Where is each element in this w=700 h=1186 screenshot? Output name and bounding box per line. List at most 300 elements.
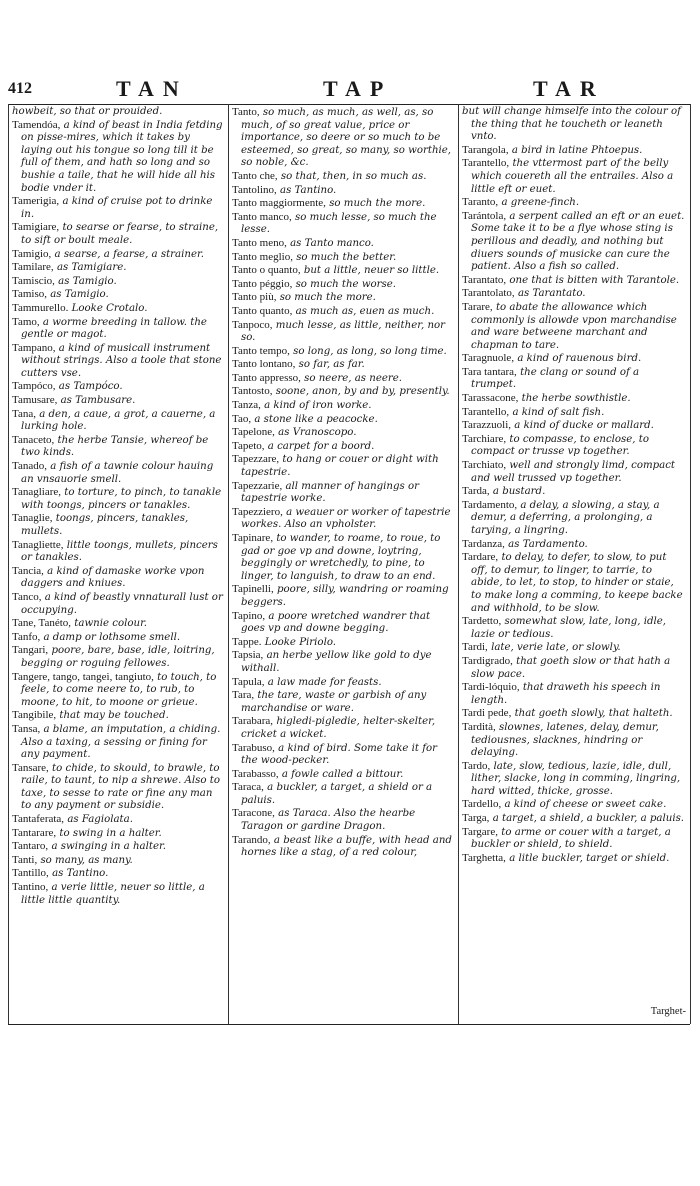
entry-headword: Tansare, (12, 761, 49, 774)
entry-definition: somewhat slow, late, long, idle, lazie or tedious. (471, 616, 667, 640)
entry-definition: that draweth his speech in length. (471, 682, 661, 706)
entry-headword: Tarántola, (462, 209, 507, 222)
dictionary-entry (12, 671, 224, 710)
dictionary-entry (12, 248, 224, 262)
entry-headword: Tanti, (12, 853, 38, 866)
entry-headword: Tantosto, (232, 385, 273, 398)
dictionary-entry (462, 274, 686, 288)
entry-definition: late, slow, tedious, lazie, idle, dull, lither, slacke, long in comming, lingring, hard witted, thicke, grosse. (471, 760, 681, 797)
entry-headword: Tarantato, (462, 273, 507, 286)
entry-headword: Tantino, (12, 881, 49, 894)
header-left-word: TAN (116, 76, 188, 101)
entry-definition: so much the more. (329, 198, 426, 210)
entry-headword: Tardanza, (462, 537, 505, 550)
entry-definition: slownes, latenes, delay, demur, tediousnes, slacknes, hindring or delaying. (471, 721, 659, 759)
entry-definition: a kind of iron worke. (264, 400, 372, 412)
entry-headword: Tardi, (462, 641, 488, 654)
dictionary-entry (12, 106, 224, 119)
entry-headword: Tanagliette, (12, 538, 64, 551)
dictionary-entry (12, 631, 224, 645)
dictionary-entry (462, 812, 686, 826)
dictionary-entry (462, 551, 686, 615)
entry-definition: a kind of cruise pot to drinke in. (21, 196, 213, 220)
dictionary-entry (462, 301, 686, 352)
entry-definition: to torture, to pinch, to tanakle with toongs, pincers or tanakles. (21, 487, 222, 511)
entry-headword: Tanco, (12, 590, 42, 603)
dictionary-entry (232, 291, 454, 305)
entry-definition: the clang or sound of a trumpet. (471, 366, 640, 391)
entry-headword: Tardo, (462, 759, 491, 772)
entry-definition: a worme breeding in tallow. the gentle or magot. (21, 316, 207, 341)
entry-headword: Tarazzuoli, (462, 419, 512, 432)
entry-definition: so much lesse, so much the lesse. (241, 211, 437, 236)
entry-headword: Tarabuso, (232, 741, 275, 754)
dictionary-entry (462, 392, 686, 406)
entry-headword: Tanto tempo, (232, 344, 290, 357)
entry-definition: to searse or fearse, to straine, to sift or boult meale. (21, 222, 219, 246)
entry-headword: Tardello, (462, 798, 502, 811)
entry-definition: well and strongly limd, compact and well trussed vp together. (471, 460, 676, 484)
entry-headword: Tappe. (232, 635, 262, 648)
entry-definition: to arme or couer with a target, a buckler or shield, to shield. (471, 826, 671, 851)
entry-definition: a kind of ducke or mallard. (514, 420, 654, 432)
entry-definition: as Fagiolata. (67, 814, 133, 826)
entry-headword: Tarantello, (462, 405, 510, 418)
entry-headword: Tapezzare, (232, 453, 280, 466)
dictionary-entry (232, 532, 454, 583)
dictionary-entry (12, 565, 224, 591)
entry-headword: Tapsia, (232, 649, 264, 662)
entry-definition: so much the more. (279, 292, 376, 304)
entry-headword: Tampano, (12, 341, 56, 354)
entry-definition: to swing in a halter. (59, 827, 162, 839)
dictionary-entry (462, 196, 686, 210)
dictionary-entry (12, 275, 224, 289)
dictionary-entry (12, 644, 224, 670)
entry-headword: Tantarare, (12, 826, 57, 839)
entry-headword: Tardi pede, (462, 707, 512, 720)
dictionary-entry (12, 827, 224, 841)
entry-definition: so much, as much, as well, as, so much, of so great value, price or importance, so deere or so much to be esteemed, so great, so many, so worthie, so noble, &c. (241, 107, 452, 169)
entry-headword: Taragnuole, (462, 352, 515, 365)
dictionary-entry (12, 302, 224, 316)
entry-definition: to chide, to skould, to brawle, to raile, to taunt, to nip a shrewe. Also to taxe, to sesse to rate or fine any man to any payment or subsidie. (21, 762, 221, 812)
entry-headword: Tamilare, (12, 261, 54, 274)
entry-definition: as Tampóco. (58, 381, 123, 393)
entry-headword: Tarabasso, (232, 767, 279, 780)
entry-headword: Tamusare, (12, 394, 58, 407)
dictionary-entry (232, 715, 454, 741)
entry-definition: so far, as far. (298, 359, 365, 371)
dictionary-entry (12, 434, 224, 460)
entry-definition: Looke Crotalo. (71, 302, 148, 314)
entry-headword: Tanpoco, (232, 318, 273, 331)
entry-definition: a kind of cheese or sweet cake. (504, 799, 667, 811)
entry-definition: to abate the allowance which commonly is allowde vpon marchandise and ware betweene marchant and chapman to tare. (471, 301, 677, 351)
dictionary-entry (12, 316, 224, 342)
entry-headword: Tarando, (232, 833, 271, 846)
entry-definition: to wander, to roame, to roue, to gad or goe vp and downe, loytring, beggingly or wretchedly, to pine, to linger, to languish, to draw to an end. (241, 533, 441, 582)
column-rule (690, 104, 691, 1024)
entry-definition: a swinging in a halter. (51, 841, 166, 853)
dictionary-entry (12, 762, 224, 813)
entry-definition: toongs, pincers, tanakles, mullets. (21, 513, 189, 537)
entry-definition: soone, anon, by and by, presently. (275, 386, 450, 398)
entry-definition: a damp or lothsome smell. (43, 631, 181, 643)
entry-definition: an herbe yellow like gold to dye withall. (241, 650, 432, 674)
entry-definition: little toongs, mullets, pincers or tanakles. (21, 539, 218, 564)
dictionary-entry (232, 278, 454, 292)
entry-definition: but will change himselfe into the colour of the thing that he toucheth or leaneth vnto. (462, 106, 681, 143)
entry-definition: as Tantino. (280, 184, 337, 196)
entry-headword: Tara, (232, 689, 255, 702)
entry-headword: Taraca, (232, 781, 264, 794)
entry-definition: so that, then, in so much as. (280, 170, 427, 182)
entry-headword: Tardetto, (462, 615, 502, 628)
dictionary-entry (232, 413, 454, 427)
dictionary-entry (232, 610, 454, 636)
column-rule (228, 104, 229, 1024)
entry-definition: poore, silly, wandring or roaming beggers. (241, 584, 449, 608)
entry-headword: Tapezziero, (232, 505, 283, 518)
entry-definition: howbeit, so that or prouided. (12, 106, 163, 117)
entry-definition: a kind of musicall instrument without strings. Also a toole that stone cutters vse. (21, 342, 222, 379)
entry-definition: a bird in latine Phtoepus. (511, 144, 643, 156)
dictionary-entry (12, 288, 224, 302)
entry-definition: to touch, to feele, to come neere to, to rub, to moone, to hit, to moone or grieue. (21, 671, 217, 708)
entry-definition: as Tantino. (52, 868, 109, 880)
dictionary-entry (232, 237, 454, 251)
entry-headword: Tapinare, (232, 532, 274, 544)
entry-definition: as Tamigio. (58, 275, 117, 287)
dictionary-entry (462, 681, 686, 707)
entry-definition: to delay, to defer, to slow, to put off, to demur, to linger, to tarrie, to abide, to let, to stop, to hinder or staie, to make long a comming, to keepe backe and withhold, to be slow. (471, 552, 683, 614)
entry-headword: Tao, (232, 412, 252, 425)
entry-definition: as Taraca. Also the hearbe Taragon or gardine Dragon. (241, 808, 416, 833)
entry-headword: Tantolino, (232, 183, 277, 196)
dictionary-entry (232, 440, 454, 454)
dictionary-entry (462, 419, 686, 433)
entry-definition: that may be touched. (59, 710, 169, 722)
dictionary-entry (232, 781, 454, 807)
column-1 (12, 106, 224, 1024)
dictionary-entry (12, 867, 224, 881)
entry-definition: much lesse, as little, neither, nor so. (241, 319, 446, 344)
dictionary-entry (232, 372, 454, 386)
entry-definition: so neere, as neere. (304, 372, 403, 384)
entry-headword: Tanfo, (12, 630, 41, 643)
entry-definition: the herbe sowthistle. (521, 393, 631, 405)
entry-definition: tawnie colour. (74, 618, 148, 630)
entry-headword: Tangibile, (12, 709, 57, 722)
dictionary-entry (462, 485, 686, 499)
entry-headword: Tanto meno, (232, 236, 287, 249)
dictionary-entry (12, 342, 224, 381)
dictionary-entry (232, 834, 454, 860)
entry-headword: Tantillo, (12, 867, 49, 880)
entry-headword: Tansa, (12, 722, 41, 735)
entry-headword: Tanto maggiormente, (232, 197, 326, 210)
dictionary-entry (12, 119, 224, 196)
entry-headword: Tana, (12, 407, 36, 420)
entry-headword: Targa, (462, 812, 490, 825)
entry-definition: a greene-finch. (501, 197, 580, 209)
dictionary-entry (12, 591, 224, 617)
entry-headword: Tanto quanto, (232, 304, 293, 317)
dictionary-entry (462, 826, 686, 852)
dictionary-entry (462, 406, 686, 420)
entry-headword: Tarabara, (232, 715, 274, 728)
dictionary-entry (232, 305, 454, 319)
entry-headword: Tancia, (12, 564, 44, 577)
header-center-word: TAP (323, 76, 393, 101)
dictionary-entry (12, 261, 224, 275)
header-right-word: TAR (533, 76, 605, 101)
dictionary-entry (462, 499, 686, 538)
dictionary-entry (462, 144, 686, 158)
entry-definition: so long, as long, so long time. (293, 345, 447, 357)
entry-headword: Tanaglie, (12, 512, 53, 525)
entry-headword: Tantaferata, (12, 813, 65, 826)
dictionary-entry (232, 385, 454, 399)
entry-definition: as much as, euen as much. (295, 305, 435, 317)
entry-definition: late, verie late, or slowly. (491, 642, 621, 654)
entry-headword: Tanto o quanto, (232, 264, 301, 277)
entry-definition: a delay, a slowing, a stay, a demur, a deferring, a prolonging, a tarying, a lingring. (471, 499, 660, 536)
dictionary-entry (462, 641, 686, 655)
entry-headword: Tanto péggio, (232, 277, 293, 290)
entry-headword: Tantaro, (12, 840, 49, 853)
entry-definition: a carpet for a boord. (267, 440, 375, 452)
entry-headword: Tanto manco, (232, 210, 292, 223)
dictionary-entry (232, 264, 454, 278)
dictionary-entry (12, 813, 224, 827)
entry-definition: one that is bitten with Tarantole. (509, 274, 680, 286)
dictionary-entry (462, 852, 686, 866)
entry-headword: Tane, Tanéto, (12, 617, 72, 630)
dictionary-entry (232, 170, 454, 184)
dictionary-entry (232, 649, 454, 675)
entry-definition: a kind of rauenous bird. (517, 353, 642, 365)
entry-definition: as Tanto manco. (290, 237, 374, 249)
dictionary-entry (12, 460, 224, 486)
entry-headword: Tapino, (232, 609, 266, 622)
dictionary-entry (462, 287, 686, 301)
dictionary-entry (12, 539, 224, 565)
entry-headword: Tamerigia, (12, 195, 60, 208)
entry-definition: a serpent called an eft or an euet. Some take it to be a flye whose sting is perillous and deadly, and nothing but diuers sounds of musicke can cure the patient. Also a fish so called. (471, 210, 685, 273)
entry-headword: Tarchiare, (462, 432, 507, 445)
dictionary-entry (462, 106, 686, 144)
dictionary-entry (12, 221, 224, 247)
entry-definition: all manner of hangings or tapestrie worke. (241, 480, 419, 505)
entry-definition: so many, as many. (40, 854, 133, 866)
entry-definition: a fish of a tawnie colour hauing an vnsauorie smell. (21, 461, 214, 485)
entry-definition: as Tamigiare. (56, 262, 127, 274)
entry-definition: a blame, an imputation, a chiding. Also a taxing, a sessing or fining for any payment. (21, 723, 221, 761)
entry-headword: Tapezzarie, (232, 479, 283, 492)
entry-headword: Tangari, (12, 644, 49, 657)
dictionary-entry (232, 251, 454, 265)
entry-definition: a kind of bird. Some take it for the wood-pecker. (241, 742, 438, 767)
running-header (8, 76, 688, 106)
dictionary-entry (462, 459, 686, 485)
dictionary-entry (232, 345, 454, 359)
dictionary-entry (462, 210, 686, 274)
entry-headword: Tarantello, (462, 157, 510, 170)
entry-definition: a litle buckler, target or shield. (509, 852, 670, 864)
dictionary-entry (232, 506, 454, 532)
dictionary-entry (12, 408, 224, 434)
entry-headword: Tara tantara, (462, 365, 517, 378)
entry-headword: Tanto lontano, (232, 358, 296, 371)
entry-headword: Tarantolato, (462, 287, 515, 300)
entry-definition: so much the better. (296, 251, 397, 263)
entry-headword: Tamo, (12, 315, 40, 328)
dictionary-entry (232, 197, 454, 211)
dictionary-entry (12, 486, 224, 512)
entry-headword: Tardi-lóquio, (462, 681, 520, 694)
entry-headword: Tapinelli, (232, 583, 274, 596)
entry-definition: a kind of beast in India fetding on pisse-mires, which it takes by laying out his tongue so long till it be full of them, and hath so long and so bushie a taile, that he will hide all his bodie vnder it. (21, 119, 223, 194)
entry-definition: a poore wretched wandrer that goes vp and downe begging. (241, 610, 431, 635)
dictionary-entry (462, 433, 686, 459)
dictionary-entry (12, 854, 224, 868)
entry-headword: Targare, (462, 825, 498, 838)
entry-headword: Tarare, (462, 300, 493, 313)
entry-definition: a target, a shield, a buckler, a paluis. (492, 813, 685, 825)
column-rule (458, 104, 459, 1024)
page-number: 412 (8, 80, 32, 97)
dictionary-entry (232, 676, 454, 690)
entry-definition: Looke Piriolo. (264, 636, 337, 648)
entry-definition: a law made for feasts. (267, 676, 382, 688)
entry-headword: Tamigio, (12, 247, 52, 260)
entry-definition: a weauer or worker of tapestrie workes. Also an vpholster. (241, 506, 451, 531)
dictionary-entry (462, 798, 686, 812)
column-3 (462, 106, 686, 1024)
entry-definition: the herbe Tansie, whereof be two kinds. (21, 434, 209, 459)
dictionary-entry (232, 583, 454, 609)
dictionary-entry (462, 615, 686, 641)
dictionary-entry (12, 881, 224, 907)
entry-definition: as Tambusare. (60, 395, 136, 407)
dictionary-entry (232, 689, 454, 715)
entry-definition: but a little, neuer so little. (303, 265, 440, 277)
entry-definition: a searse, a fearse, a strainer. (54, 248, 204, 260)
dictionary-entry (12, 394, 224, 408)
dictionary-entry (462, 655, 686, 681)
entry-headword: Tanto meglio, (232, 250, 293, 263)
dictionary-entry (232, 453, 454, 479)
dictionary-entry (232, 106, 454, 170)
entry-definition: that goeth slowly, that halteth. (514, 708, 673, 720)
dictionary-entry (462, 707, 686, 721)
entry-definition: a buckler, a target, a shield or a paluis. (241, 782, 433, 806)
entry-definition: as Tamigio. (50, 289, 109, 301)
entry-definition: the tare, waste or garbish of any marchandise or ware. (241, 690, 427, 714)
entry-headword: Targhetta, (462, 851, 506, 864)
entry-definition: a kind of beastly vnnaturall lust or occupying. (21, 591, 223, 616)
dictionary-entry (232, 768, 454, 782)
entry-definition: a fowle called a bittour. (281, 768, 404, 780)
entry-definition: a kind of salt fish. (512, 406, 605, 418)
entry-headword: Tapelone, (232, 426, 275, 439)
column-2 (232, 106, 454, 1024)
entry-headword: Taracone, (232, 807, 275, 820)
entry-headword: Tammurello. (12, 301, 69, 314)
entry-headword: Tamiso, (12, 288, 47, 301)
entry-headword: Tanado, (12, 460, 47, 473)
dictionary-entry (232, 807, 454, 833)
entry-definition: a bustard. (492, 486, 546, 498)
dictionary-entry (232, 399, 454, 413)
entry-headword: Tanza, (232, 399, 261, 412)
dictionary-entry (232, 184, 454, 198)
dictionary-entry (462, 538, 686, 552)
entry-headword: Tardigrado, (462, 654, 513, 667)
dictionary-entry (12, 617, 224, 631)
entry-headword: Tardare, (462, 551, 499, 564)
entry-headword: Tarchiato, (462, 459, 507, 472)
entry-definition: a den, a caue, a grot, a cauerne, a lurking hole. (21, 408, 216, 433)
dictionary-entry (462, 366, 686, 392)
dictionary-entry (462, 760, 686, 799)
catchword: Targhet- (650, 1006, 686, 1017)
entry-headword: Tanto che, (232, 169, 278, 182)
entry-headword: Tanaceto, (12, 433, 55, 446)
entry-headword: Tampóco, (12, 380, 56, 393)
bottom-rule (8, 1024, 690, 1025)
dictionary-entry (462, 721, 686, 760)
entry-headword: Tamiscio, (12, 274, 55, 287)
entry-headword: Tamigiare, (12, 221, 60, 234)
dictionary-entry (462, 352, 686, 366)
entry-headword: Tapeto, (232, 439, 265, 452)
entry-headword: Tamendóa, (12, 118, 61, 131)
entry-definition: higledi-pigledie, helter-skelter, cricket a wicket. (241, 716, 436, 740)
entry-headword: Tanagliare, (12, 486, 62, 499)
dictionary-entry (462, 157, 686, 196)
entry-headword: Tardità, (462, 720, 496, 733)
dictionary-entry (232, 636, 454, 650)
entry-definition: to hang or couer or dight with tapestrie. (241, 454, 439, 479)
entry-definition: to compasse, to enclose, to compact or trusse vp together. (471, 433, 650, 458)
entry-headword: Tarassacone, (462, 392, 519, 405)
dictionary-entry (12, 840, 224, 854)
dictionary-entry (232, 480, 454, 506)
dictionary-entry (12, 709, 224, 723)
entry-headword: Tanto più, (232, 291, 277, 304)
entry-headword: Tarda, (462, 485, 490, 498)
entry-definition: as Tarantato. (517, 288, 586, 300)
dictionary-entry (232, 742, 454, 768)
dictionary-entry (232, 211, 454, 237)
entry-definition: a stone like a peacocke. (254, 413, 378, 425)
entry-definition: a kind of damaske worke vpon daggers and kniues. (21, 565, 205, 590)
entry-headword: Tangere, tango, tangei, tangiuto, (12, 670, 154, 683)
entry-headword: Tarangola, (462, 143, 509, 156)
dictionary-entry (232, 358, 454, 372)
dictionary-entry (232, 319, 454, 345)
entry-headword: Taranto, (462, 196, 499, 209)
entry-definition: a verie little, neuer so little, a little little quantity. (21, 882, 205, 906)
dictionary-entry (12, 512, 224, 538)
dictionary-entry (232, 426, 454, 440)
entry-definition: as Vranoscopo. (278, 427, 357, 439)
entry-headword: Tapula, (232, 675, 265, 688)
dictionary-entry (12, 380, 224, 394)
